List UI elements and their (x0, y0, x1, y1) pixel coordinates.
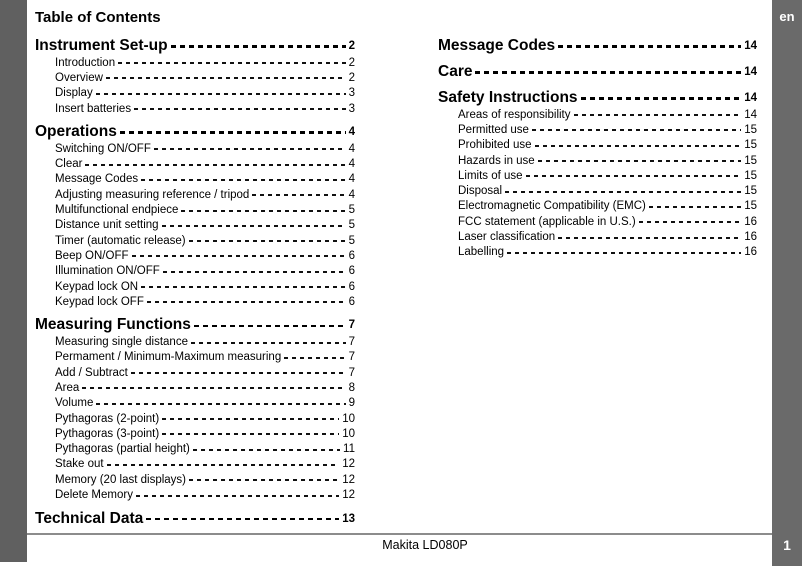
toc-entry (35, 70, 355, 85)
toc-entry (35, 248, 355, 263)
toc-entry (35, 457, 355, 472)
dot-leader (141, 179, 345, 181)
toc-entry-label: Insert batteries (55, 102, 132, 115)
dot-leader (535, 145, 742, 147)
toc-entry-page: 14 (744, 108, 757, 121)
dot-leader (194, 325, 346, 328)
toc-entry-page: 2 (348, 56, 355, 69)
toc-entry-label: Disposal (458, 185, 503, 198)
toc-entry-label: Labelling (458, 246, 505, 259)
toc-entry (35, 172, 355, 187)
toc-heading (438, 63, 757, 81)
toc-entry-label: Introduction (55, 56, 116, 69)
toc-entry-label: Distance unit setting (55, 219, 159, 232)
left-binding-strip (0, 0, 27, 562)
toc-entry (35, 396, 355, 411)
toc-entry-page: 10 (342, 412, 355, 425)
toc-entry-label: Overview (55, 71, 103, 84)
language-tab: en (779, 9, 795, 24)
toc-entry (35, 218, 355, 233)
toc-entry-page: 7 (348, 366, 355, 379)
dot-leader (131, 372, 346, 374)
toc-entry (438, 183, 757, 198)
toc-entry (35, 55, 355, 70)
toc-entry-label: Switching ON/OFF (55, 142, 151, 155)
dot-leader (120, 131, 346, 134)
toc-section (35, 316, 355, 502)
toc-section (438, 37, 757, 55)
toc-entry-page: 2 (348, 71, 355, 84)
toc-entry (35, 487, 355, 502)
toc-entry (35, 264, 355, 279)
toc-entry-page: 8 (348, 381, 355, 394)
toc-entry-page: 15 (744, 169, 757, 182)
toc-entry (35, 141, 355, 156)
toc-heading-label: Measuring Functions (35, 316, 191, 334)
toc-entry-page: 7 (348, 336, 355, 349)
toc-entry-label: Pythagoras (2-point) (55, 412, 160, 425)
toc-entry (438, 245, 757, 260)
toc-entry-page: 7 (348, 351, 355, 364)
dot-leader (639, 221, 742, 223)
page-number: 1 (783, 537, 791, 553)
toc-entry-label: Limits of use (458, 169, 523, 182)
toc-entry-label: Areas of responsibility (458, 108, 571, 121)
toc-heading (35, 123, 355, 141)
toc-entry-label: Permitted use (458, 123, 529, 136)
dot-leader (649, 206, 741, 208)
toc-entry-page: 4 (348, 173, 355, 186)
toc-entry-page: 12 (342, 458, 355, 471)
toc-entry (438, 214, 757, 229)
dot-leader (141, 286, 345, 288)
toc-entry (35, 294, 355, 309)
dot-leader (162, 433, 339, 435)
dot-leader (163, 271, 346, 273)
toc-entry-page: 16 (744, 246, 757, 259)
footer-divider (27, 533, 772, 535)
dot-leader (191, 342, 346, 344)
toc-entry-label: Delete Memory (55, 489, 133, 502)
toc-heading-page: 4 (348, 126, 355, 139)
dot-leader (82, 387, 345, 389)
toc-entry-page: 11 (343, 443, 355, 456)
toc-entry (35, 350, 355, 365)
toc-heading-label: Technical Data (35, 509, 144, 527)
toc-section (35, 510, 355, 528)
toc-entry-page: 4 (348, 142, 355, 155)
toc-entry-page: 15 (744, 139, 757, 152)
dot-leader (96, 403, 345, 405)
toc-heading-label: Safety Instructions (438, 89, 578, 106)
toc-entry-label: Permament / Minimum-Maximum measuring (55, 351, 282, 364)
dot-leader (136, 495, 339, 497)
dot-leader (526, 175, 742, 177)
toc-entry-label: Multifunctional endpiece (55, 204, 179, 217)
dot-leader (581, 97, 742, 100)
toc-entry-label: Electromagnetic Compatibility (EMC) (458, 200, 646, 213)
toc-entry-page: 6 (348, 249, 355, 262)
toc-columns (35, 33, 757, 528)
toc-column-left (35, 33, 355, 528)
toc-heading-page: 7 (348, 319, 355, 332)
toc-entry-page: 9 (348, 397, 355, 410)
toc-entry-label: Illumination ON/OFF (55, 265, 160, 278)
toc-entry-page: 6 (348, 265, 355, 278)
toc-entry-label: Hazards in use (458, 154, 535, 167)
toc-entry (438, 122, 757, 137)
dot-leader (106, 77, 346, 79)
toc-heading-page: 14 (744, 92, 757, 104)
toc-entry-page: 10 (342, 427, 355, 440)
toc-section (35, 123, 355, 309)
toc-entry-label: Measuring single distance (55, 336, 188, 349)
toc-entry-page: 16 (744, 215, 757, 228)
toc-entry-page: 15 (744, 200, 757, 213)
toc-entry-label: Display (55, 87, 93, 100)
dot-leader (171, 45, 346, 48)
toc-entry (35, 442, 355, 457)
toc-entry-label: Adjusting measuring reference / tripod (55, 188, 250, 201)
toc-entry (438, 138, 757, 153)
dot-leader (85, 164, 345, 166)
toc-entry (35, 202, 355, 217)
toc-entry-page: 5 (348, 234, 355, 247)
toc-entry (35, 101, 355, 116)
dot-leader (154, 148, 346, 150)
toc-heading (35, 37, 355, 55)
toc-entry-page: 4 (348, 158, 355, 171)
toc-heading-page: 14 (744, 40, 757, 52)
toc-entry (438, 107, 757, 122)
toc-entry-label: Clear (55, 158, 83, 171)
toc-entry (438, 199, 757, 214)
toc-entry-page: 6 (348, 280, 355, 293)
toc-column-right (438, 33, 757, 528)
toc-heading (35, 510, 355, 528)
toc-entry (35, 279, 355, 294)
toc-entry-label: Beep ON/OFF (55, 249, 129, 262)
toc-entry-label: Pythagoras (3-point) (55, 427, 160, 440)
toc-entry-page: 5 (348, 204, 355, 217)
toc-entry-label: Timer (automatic release) (55, 234, 186, 247)
toc-entry (35, 411, 355, 426)
toc-heading-label: Message Codes (438, 37, 556, 54)
toc-entry-label: FCC statement (applicable in U.S.) (458, 215, 636, 228)
toc-entry-page: 15 (744, 123, 757, 136)
toc-heading-page: 2 (348, 40, 355, 52)
toc-entry-page: 6 (348, 295, 355, 308)
toc-heading-label: Instrument Set-up (35, 37, 168, 54)
toc-entry-page: 15 (744, 154, 757, 167)
dot-leader (558, 237, 741, 239)
toc-entry-label: Volume (55, 397, 94, 410)
dot-leader (193, 449, 340, 451)
toc-entry (35, 334, 355, 349)
toc-entry (438, 168, 757, 183)
toc-heading-label: Operations (35, 123, 117, 141)
toc-entry-label: Add / Subtract (55, 366, 128, 379)
toc-entry-label: Message Codes (55, 173, 139, 186)
dot-leader (189, 240, 346, 242)
toc-entry (35, 380, 355, 395)
dot-leader (162, 225, 346, 227)
toc-heading (35, 316, 355, 334)
toc-entry-label: Pythagoras (partial height) (55, 443, 190, 456)
dot-leader (507, 252, 741, 254)
dot-leader (132, 255, 346, 257)
toc-entry-label: Area (55, 381, 80, 394)
toc-entry (35, 86, 355, 101)
toc-entry-page: 3 (348, 87, 355, 100)
toc-heading-page: 13 (342, 512, 355, 525)
toc-entry-page: 12 (342, 473, 355, 486)
toc-heading (438, 89, 757, 107)
dot-leader (284, 357, 345, 359)
toc-heading (438, 37, 757, 55)
toc-entry (438, 229, 757, 244)
right-edge-strip (772, 0, 802, 566)
dot-leader (475, 71, 741, 74)
toc-entry-page: 4 (348, 188, 355, 201)
toc-entry-label: Stake out (55, 458, 104, 471)
dot-leader (574, 114, 742, 116)
dot-leader (146, 518, 339, 521)
dot-leader (505, 191, 741, 193)
footer-product-name: Makita LD080P (382, 538, 468, 552)
toc-entry (35, 426, 355, 441)
toc-entry-page: 12 (342, 489, 355, 502)
dot-leader (118, 62, 345, 64)
dot-leader (96, 93, 346, 95)
toc-entry-label: Memory (20 last displays) (55, 473, 187, 486)
toc-entry-label: Laser classification (458, 231, 556, 244)
dot-leader (252, 194, 345, 196)
dot-leader (162, 418, 339, 420)
toc-section (438, 89, 757, 260)
toc-entry (35, 233, 355, 248)
toc-entry (35, 365, 355, 380)
dot-leader (181, 210, 345, 212)
toc-section (438, 63, 757, 81)
toc-entry (35, 156, 355, 171)
dot-leader (134, 108, 346, 110)
toc-entry (35, 187, 355, 202)
toc-section (35, 37, 355, 116)
dot-leader (147, 301, 346, 303)
toc-entry-page: 3 (348, 102, 355, 115)
toc-heading-label: Care (438, 63, 473, 80)
dot-leader (538, 160, 741, 162)
toc-entry-page: 5 (348, 219, 355, 232)
dot-leader (532, 129, 741, 131)
dot-leader (558, 45, 741, 48)
dot-leader (107, 464, 340, 466)
toc-entry (35, 472, 355, 487)
toc-entry-label: Keypad lock OFF (55, 295, 144, 308)
toc-heading-page: 14 (744, 66, 757, 78)
toc-entry-page: 15 (744, 185, 757, 198)
page-title: Table of Contents (35, 9, 161, 26)
toc-entry-label: Keypad lock ON (55, 280, 139, 293)
toc-entry (438, 153, 757, 168)
dot-leader (189, 479, 339, 481)
toc-entry-label: Prohibited use (458, 139, 532, 152)
toc-entry-page: 16 (744, 231, 757, 244)
